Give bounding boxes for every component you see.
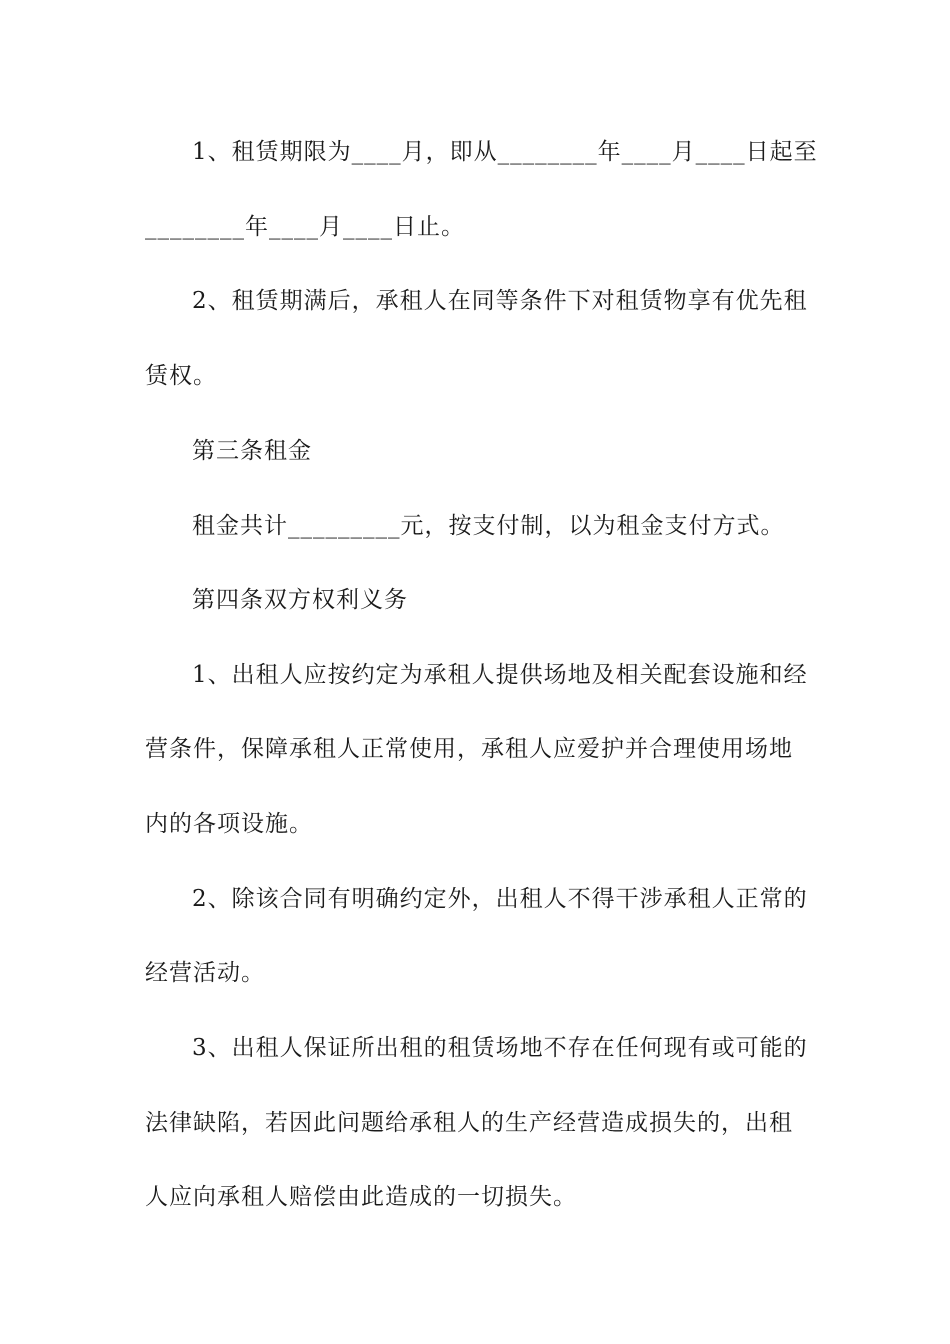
clause-term-line-2: ________年____月____日止。	[145, 214, 465, 240]
rights-item-1-line-1: 1、出租人应按约定为承租人提供场地及相关配套设施和经	[192, 662, 808, 688]
rights-item-3-line-2: 法律缺陷，若因此问题给承租人的生产经营造成损失的，出租	[145, 1110, 793, 1136]
rent-amount-line: 租金共计_________元，按支付制，以为租金支付方式。	[192, 513, 785, 539]
section-heading-rights: 第四条双方权利义务	[192, 587, 408, 613]
clause-term-line-1: 1、租赁期限为____月，即从________年____月____日起至	[192, 139, 818, 165]
rights-item-3-line-3: 人应向承租人赔偿由此造成的一切损失。	[145, 1184, 577, 1210]
rights-item-1-line-3: 内的各项设施。	[145, 811, 313, 837]
rights-item-2-line-2: 经营活动。	[145, 960, 265, 986]
clause-renewal-line-2: 赁权。	[145, 363, 217, 389]
rights-item-2-line-1: 2、除该合同有明确约定外，出租人不得干涉承租人正常的	[192, 886, 808, 912]
rights-item-1-line-2: 营条件，保障承租人正常使用，承租人应爱护并合理使用场地	[145, 736, 793, 762]
clause-renewal-line-1: 2、租赁期满后，承租人在同等条件下对租赁物享有优先租	[192, 288, 808, 314]
rights-item-3-line-1: 3、出租人保证所出租的租赁场地不存在任何现有或可能的	[192, 1035, 808, 1061]
section-heading-rent: 第三条租金	[192, 438, 312, 464]
